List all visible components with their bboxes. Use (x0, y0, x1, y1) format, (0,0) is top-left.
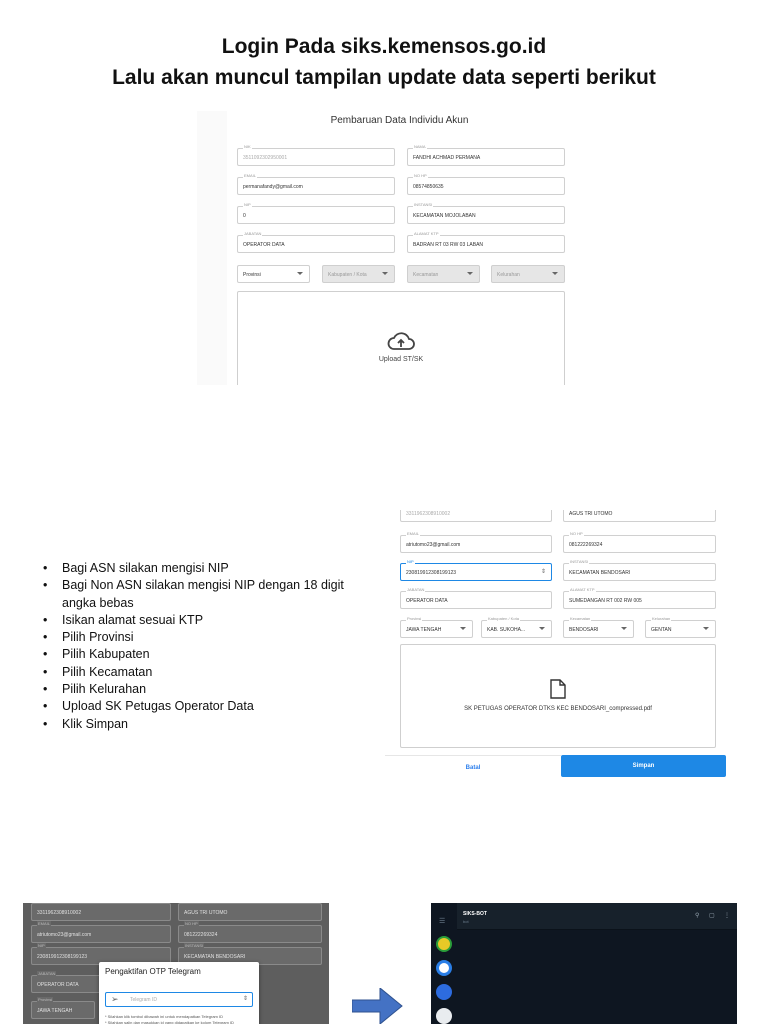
otp-dialog (99, 962, 259, 1024)
avatar[interactable] (436, 984, 452, 1000)
otp-dialog-screenshot (23, 903, 329, 1024)
telegram-id-input[interactable]: ➢ Telegram ID ⇕ (105, 992, 253, 1007)
list-item: • Bagi Non ASN silakan mengisi NIP dengan 18 digit angka bebas (40, 577, 370, 612)
chevron-down-icon (621, 627, 627, 630)
nik-field[interactable]: 3311962308910002 (400, 510, 552, 522)
list-item: • Klik Simpan (40, 716, 370, 733)
telegram-sidebar (431, 903, 457, 1024)
upload-label: Upload ST/SK (378, 356, 424, 363)
jabatan-field[interactable]: JABATAN OPERATOR DATA (400, 591, 552, 609)
kecamatan-select[interactable]: Kecamatan BENDOSARI (563, 620, 634, 638)
kabupaten-select[interactable]: Kabupaten / Kota (322, 265, 395, 283)
dialog-note: * Silahkan klik tombol dibawah ini untuk mendapatkan Telegram ID * Silahkan salin dan masukkan id yang didapatkan ke kolom Telegram ID (105, 1014, 234, 1024)
batal-button[interactable]: Batal (385, 755, 561, 780)
nik-field[interactable]: NIK 3511092302950001 (237, 148, 395, 166)
update-form (227, 111, 572, 385)
list-item: • Bagi ASN silakan mengisi NIP (40, 560, 370, 577)
chevron-down-icon (460, 627, 466, 630)
alamat-ktp-field[interactable]: ALAMAT KTP SUMEDANGAN RT 002 RW 005 (563, 591, 716, 609)
chevron-down-icon (539, 627, 545, 630)
upload-dropzone[interactable] (400, 644, 716, 748)
nip-field[interactable]: NIP 230819912308199123 ⇕ (400, 563, 552, 581)
chevron-down-icon (382, 272, 388, 275)
uploaded-file-name: SK PETUGAS OPERATOR DTKS KEC BENDOSARI_compressed.pdf (464, 706, 652, 712)
avatar[interactable] (436, 960, 452, 976)
chat-area (457, 930, 737, 1024)
telegram-window (431, 903, 737, 1024)
columns-icon[interactable]: ▢ (709, 913, 715, 919)
cloud-upload-icon (386, 330, 416, 352)
spinner-icon[interactable]: ⇕ (540, 569, 546, 575)
filled-form (385, 510, 731, 780)
kelurahan-select[interactable]: Kelurahan GENTAN (645, 620, 716, 638)
chat-name: SIKS-BOT (463, 911, 487, 917)
simpan-button[interactable]: Simpan (561, 755, 726, 777)
search-icon[interactable]: ⚲ (695, 913, 700, 919)
email-field[interactable]: EMAIL atriutomo23@gmail.com (400, 535, 552, 553)
chevron-down-icon (552, 272, 558, 275)
list-item: • Upload SK Petugas Operator Data (40, 698, 370, 715)
alamat-ktp-field[interactable]: ALAMAT KTP BADRAN RT 03 RW 03 LABAN (407, 235, 565, 253)
chevron-down-icon (297, 272, 303, 275)
nip-field[interactable]: NIP 0 (237, 206, 395, 224)
list-item: • Pilih Kelurahan (40, 681, 370, 698)
avatar[interactable] (436, 936, 452, 952)
jabatan-field[interactable]: JABATAN OPERATOR DATA (31, 975, 101, 993)
nip-field[interactable]: NIP 230819912308199123 (31, 947, 171, 965)
chevron-down-icon (703, 627, 709, 630)
avatar[interactable] (436, 1008, 452, 1024)
nama-field[interactable]: NAMA FANDHI ACHMAD PERMANA (407, 148, 565, 166)
file-icon (550, 679, 566, 699)
nik-field[interactable]: 3311962308910002 (31, 903, 171, 921)
provinsi-select[interactable]: Provinsi (237, 265, 310, 283)
nohp-field[interactable]: NO HP 08574850635 (407, 177, 565, 195)
kecamatan-select[interactable]: Kecamatan (407, 265, 480, 283)
instansi-field[interactable]: INSTANSI KECAMATAN BENDOSARI (563, 563, 716, 581)
arrow-right-icon (352, 988, 404, 1024)
email-field[interactable]: EMAIL atriutomo23@gmail.com (31, 925, 171, 943)
list-item: • Pilih Kecamatan (40, 664, 370, 681)
chat-header (457, 903, 737, 930)
email-field[interactable]: EMAIL permanafandy@gmail.com (237, 177, 395, 195)
filled-form-screenshot (385, 510, 731, 780)
chevron-down-icon (467, 272, 473, 275)
form-title: Pembaruan Data Individu Akun (330, 115, 469, 126)
menu-icon[interactable]: ☰ (439, 918, 446, 925)
form-actions (385, 755, 731, 779)
instruction-list (40, 560, 370, 733)
provinsi-select[interactable]: Provinsi JAWA TENGAH (31, 1001, 95, 1019)
jabatan-field[interactable]: JABATAN OPERATOR DATA (237, 235, 395, 253)
slide-title-line1: Login Pada siks.kemensos.go.id (221, 35, 547, 58)
provinsi-select[interactable]: Provinsi JAWA TENGAH (400, 620, 473, 638)
nohp-field[interactable]: NO HP 081222269324 (178, 925, 322, 943)
slide-title-line2: Lalu akan muncul tampilan update data seperti berikut (112, 66, 656, 89)
dialog-title: Pengaktifan OTP Telegram (105, 967, 201, 976)
kabupaten-select[interactable]: Kabupaten / Kota KAB. SUKOHA... (481, 620, 552, 638)
upload-dropzone[interactable] (237, 291, 565, 385)
instansi-field[interactable]: INSTANSI KECAMATAN BENDOSARI (178, 947, 322, 965)
nama-field[interactable]: AGUS TRI UTOMO (563, 510, 716, 522)
nama-field[interactable]: AGUS TRI UTOMO (178, 903, 322, 921)
spinner-icon[interactable]: ⇕ (242, 996, 248, 1002)
list-item: • Pilih Provinsi (40, 629, 370, 646)
instansi-field[interactable]: INSTANSI KECAMATAN MOJOLABAN (407, 206, 565, 224)
list-item: • Pilih Kabupaten (40, 646, 370, 663)
nohp-field[interactable]: NO HP 081222269324 (563, 535, 716, 553)
chat-status: bot (463, 919, 469, 924)
more-icon[interactable]: ⋮ (724, 913, 730, 919)
list-item: • Isikan alamat sesuai KTP (40, 612, 370, 629)
send-icon: ➢ (111, 994, 119, 1004)
kelurahan-select[interactable]: Kelurahan (491, 265, 565, 283)
update-form-screenshot (197, 111, 572, 385)
